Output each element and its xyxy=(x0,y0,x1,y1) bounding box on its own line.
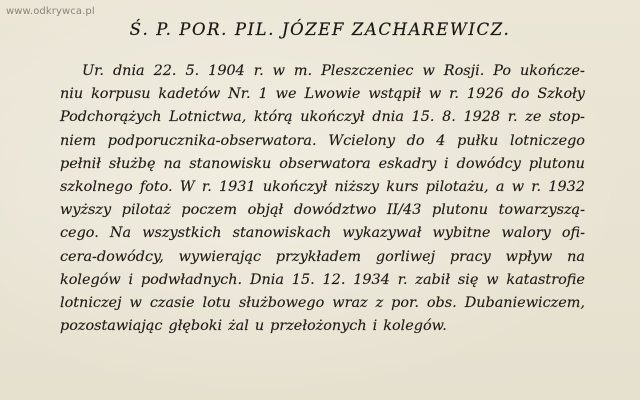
word: w xyxy=(511,178,525,195)
word: na xyxy=(567,248,585,265)
word: Na xyxy=(109,225,132,242)
word: Lwowie xyxy=(304,86,361,103)
word: wykazywał xyxy=(342,225,422,242)
word: stanowisku xyxy=(189,155,272,172)
word: dowództwo xyxy=(293,202,377,219)
word: poczem xyxy=(181,202,238,219)
word: wszystkich xyxy=(142,225,222,242)
word: 5. xyxy=(185,63,200,79)
word: Wcielony xyxy=(328,132,395,149)
word: m. xyxy=(293,63,313,79)
word: 1928 xyxy=(463,109,501,126)
word: II/43 xyxy=(386,202,422,219)
word: 1934 xyxy=(353,271,390,288)
word: dowódcy xyxy=(456,155,521,172)
word: z xyxy=(375,294,384,311)
word: Nr. xyxy=(228,86,251,103)
word: obs. xyxy=(426,294,457,311)
word: ukończył xyxy=(262,178,328,195)
word: przykładem xyxy=(275,248,362,265)
word: we xyxy=(275,86,297,103)
word: ukończył xyxy=(300,109,365,126)
word: w xyxy=(428,86,442,103)
word: stop- xyxy=(548,109,585,126)
word: r. xyxy=(449,86,459,103)
word: pracy xyxy=(449,248,491,265)
word: objął xyxy=(247,202,284,219)
word: Ur. xyxy=(82,63,104,79)
word: r. xyxy=(201,178,212,195)
word: obserwatora xyxy=(279,155,371,172)
word: wstąpił xyxy=(368,86,421,103)
word: stanowiskach xyxy=(232,225,332,242)
word: żal xyxy=(228,318,249,335)
obituary-title: Ś. P. POR. PIL. JÓZEF ZACHAREWICZ. xyxy=(129,20,511,39)
text-line xyxy=(60,83,585,106)
word: foto. xyxy=(139,178,173,195)
word: wraz xyxy=(332,294,368,311)
word: kurs xyxy=(386,178,419,195)
text-line xyxy=(60,153,585,176)
word: dnia xyxy=(112,63,145,79)
word: Podchorążych xyxy=(60,109,162,126)
word: kolegów xyxy=(60,271,121,288)
word: Po xyxy=(493,63,512,79)
word: r. xyxy=(253,63,264,79)
text-line xyxy=(60,106,585,129)
text-line xyxy=(60,246,585,269)
word: plutonu xyxy=(431,202,489,219)
text-line xyxy=(60,292,585,315)
text-line xyxy=(60,130,585,153)
word: ze xyxy=(525,109,542,126)
word: Dubaniewiczem, xyxy=(464,294,585,311)
word: 22. xyxy=(153,63,177,79)
word: w xyxy=(129,294,142,311)
word: Dnia xyxy=(249,271,284,288)
word: pozostawiając xyxy=(60,318,163,335)
word: wyższy xyxy=(60,202,112,219)
word: dnia xyxy=(372,109,404,126)
obituary-body xyxy=(60,60,585,338)
word: 1931 xyxy=(219,178,256,195)
word: niem xyxy=(60,132,97,149)
word: do xyxy=(406,132,425,149)
text-line xyxy=(60,315,585,338)
word: głęboki xyxy=(168,318,223,335)
watermark-url: www.odkrywca.pl xyxy=(6,6,95,17)
text-line xyxy=(60,176,585,199)
word: r. xyxy=(531,178,542,195)
text-line xyxy=(60,60,585,83)
word: Szkoły xyxy=(537,86,585,103)
word: 15. xyxy=(291,271,315,288)
word: wpływ xyxy=(505,248,553,265)
word: por. xyxy=(391,294,419,311)
word: niu xyxy=(60,86,84,103)
word: kadetów xyxy=(158,86,221,103)
word: 4 xyxy=(436,132,446,149)
word: w xyxy=(272,63,285,79)
word: 12. xyxy=(322,271,346,288)
word: pełnił xyxy=(60,155,101,172)
word: służbę xyxy=(108,155,156,172)
word: gorliwej xyxy=(375,248,436,265)
word: czasie xyxy=(149,294,195,311)
word: 15. xyxy=(411,109,435,126)
word: wybitne xyxy=(432,225,491,242)
word: a xyxy=(495,178,505,195)
word: pilotaż xyxy=(121,202,171,219)
word: podporucznika-obserwatora. xyxy=(107,132,317,149)
word: 8. xyxy=(442,109,456,126)
word: Pleszczeniec xyxy=(321,63,414,79)
text-line xyxy=(60,222,585,245)
word: Lotnictwa, xyxy=(169,109,247,126)
word: i xyxy=(372,318,378,335)
word: walory xyxy=(501,225,551,242)
word: plutonu xyxy=(528,155,585,172)
word: służbowego xyxy=(238,294,325,311)
word: cego. xyxy=(60,225,99,242)
word: szkolnego xyxy=(60,178,133,195)
word: 1904 xyxy=(208,63,245,79)
word: w xyxy=(486,271,499,288)
word: lotu xyxy=(202,294,231,311)
word: kolegów. xyxy=(383,318,447,335)
word: 1926 xyxy=(466,86,504,103)
text-line xyxy=(60,199,585,222)
word: którą xyxy=(253,109,293,126)
word: pilotażu, xyxy=(425,178,489,195)
word: i xyxy=(128,271,134,288)
word: do xyxy=(511,86,530,103)
word: ofi- xyxy=(561,225,585,242)
word: u xyxy=(254,318,265,335)
word: cera-dowódcy, xyxy=(60,248,164,265)
word: wywierając xyxy=(178,248,262,265)
word: towarzyszą- xyxy=(498,202,585,219)
word: zabił xyxy=(415,271,451,288)
word: się xyxy=(457,271,479,288)
word: r. xyxy=(397,271,408,288)
word: Rosji. xyxy=(443,63,485,79)
word: 1 xyxy=(258,86,268,103)
word: lotniczego xyxy=(510,132,585,149)
word: ukończe- xyxy=(519,63,585,79)
word: lotniczej xyxy=(60,294,122,311)
word: podwładnych. xyxy=(140,271,243,288)
word: W xyxy=(179,178,195,195)
word: eskadry xyxy=(378,155,437,172)
word: 1932 xyxy=(548,178,585,195)
word: niższy xyxy=(334,178,380,195)
word: korpusu xyxy=(91,86,151,103)
word: r. xyxy=(507,109,518,126)
word: przełożonych xyxy=(270,318,367,335)
word: katastrofie xyxy=(506,271,585,288)
word: na xyxy=(163,155,182,172)
word: i xyxy=(444,155,449,172)
word: w xyxy=(422,63,435,79)
text-line xyxy=(60,269,585,292)
word: pułku xyxy=(457,132,499,149)
